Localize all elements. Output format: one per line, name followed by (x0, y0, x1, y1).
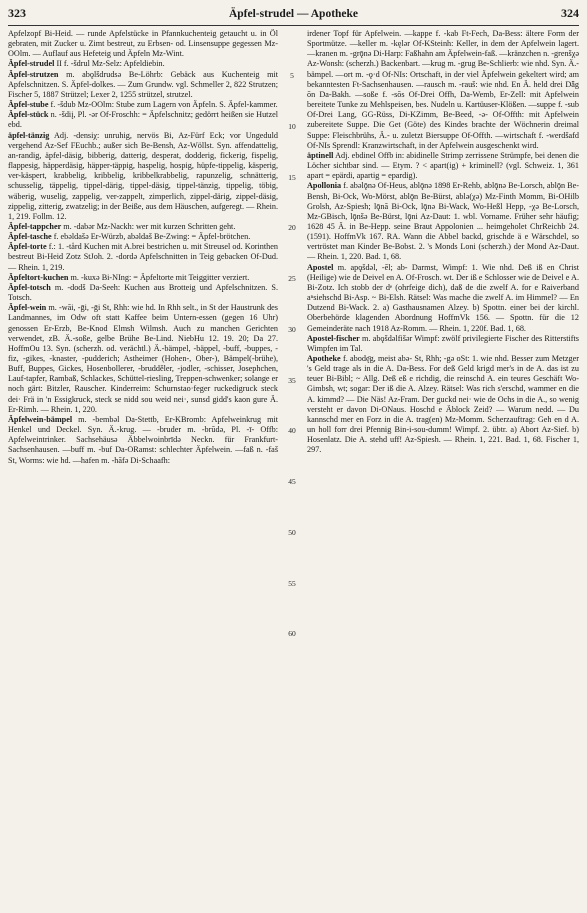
entry-headword: Apostel-fischer (307, 333, 360, 343)
dictionary-entry (8, 232, 278, 242)
dictionary-entry (8, 242, 278, 272)
line-number: 30 (288, 324, 296, 334)
line-number: 35 (288, 375, 296, 385)
page-number-left: 323 (8, 6, 26, 20)
dictionary-entry (8, 110, 278, 130)
entry-headword: Apostel (307, 262, 334, 272)
entry-text: II f. -šdrul Mz-Selz: Apfeldiebin. (54, 59, 165, 69)
line-number: 10 (288, 121, 296, 131)
entry-headword: Apollonia (307, 181, 342, 191)
entry-text: m. abǫlšdrudsǝ Be-Löhrb: Gebäck aus Kuchenteig mit Apfelschnitzen. S. Äpfel-dolkes. — Zum Grundw. vgl. Schmeller 2, 822 Strutzen; Fischer 5, 1887 Strützel; Lexer 2, 1255 strützel, strutzel. (8, 69, 278, 99)
line-number: 40 (288, 426, 296, 436)
entry-headword: Äpfel-tappcher (8, 221, 62, 231)
entry-text: m. -dodš Da-Seeh: Kuchen aus Brotteig und Apfelschnitzen. S. Totsch. (8, 282, 278, 303)
entry-text: m. -bembǝl Da-Stettb, Er-KBromb: Apfelweinkrug mit Henkel und Deckel. Syn. Ä.-krug. — -bruder m. -brūdǝ, Pl. -ī- Offb: Apfelweintrinker. Sachsehäusǝ Äbbelwoinbrīdǝ Neckn. für Frankfurt-Sachsenhausen. —buff m. -buf Da-ORamst: schlechter Äpfelwein. —faß n. -faš St, Worms: wie hd. —hafen m. -hāfǝ Di-Schaafh: (8, 414, 278, 465)
entry-text: f. -šdub Mz-OOlm: Stube zum Lagern von Äpfeln. S. Äpfel-kammer. (48, 100, 278, 110)
line-number: 60 (288, 629, 296, 639)
entry-headword: Äpfel-strudel (8, 59, 55, 69)
line-number: 45 (288, 477, 296, 487)
page-header (8, 6, 579, 24)
header-rule (8, 25, 579, 26)
entry-headword: Äpfel-wein (8, 303, 47, 313)
dictionary-entry (8, 415, 278, 466)
dictionary-entry (8, 273, 278, 283)
line-number: 25 (288, 274, 296, 284)
entry-headword: Äpfelwein-bämpel (8, 414, 73, 424)
entry-headword: Äpfel-totsch (8, 282, 51, 292)
line-number: 50 (288, 527, 296, 537)
entry-text: Apfelzopf Bi-Heid. — runde Apfelstücke in Pfannkuchenteig getaucht u. in Öl gebraten, mit Zucker u. Zimt bestreut, zu Erbsen- od. Linsensuppe gegessen Mz-OOlm. — Auflauf aus Hefeteig und Äpfeln Mz-Wint. (8, 29, 278, 59)
entry-text: f. abǝlǭnǝ Of-Heus, ablǭnǝ 1898 Er-Rehb, ablǭnǝ Be-Lorsch, ablǭn Be-Bensh, Bi-Ock, Wo-Mörst, ablǭn Be-Bürst, ablǝ(χǝ) Mz-Finth Momm, Bi-OHilb Grolsh, Az-Spiesh; lǭnā Bi-Ock, lǭnǝ Bi-Wack, Wo-Heßl Hepp, -χǝ Be-Lorsch, Mz-GBisch, lǭnšǝ Be-Bürst, lǭni Az-Daut: 1. wbl. Vorname. Früher sehr häufig; 1628 45 Ä. in Be-Hepp. seine Braut Appolonien ... heimgeholet ChrReichb 24. (1591). HoffmVk 167. RA. Wann die Abbel backd, grischde ä e Wärschdel, so vertröstet man Kinder Be-Bobst. 2. 's Monds Loni (scherzh.) der Mond Az-Daut. — Rhein. 1, 220. Bad. 1, 68. (307, 181, 579, 262)
dictionary-entry (307, 334, 579, 354)
dictionary-entry (8, 100, 278, 110)
entry-headword: äpfel-tänzig (8, 130, 50, 140)
dictionary-entry (307, 354, 579, 456)
dictionary-entry (8, 29, 278, 59)
dictionary-entry (8, 283, 278, 303)
dictionary-entry (8, 70, 278, 100)
dictionary-entry (8, 131, 278, 222)
entry-text: m. apǫšdǝl, -ēl; ab- Darmst, Wimpf: 1. Wie nhd. Deß iß en Christ (Heilige) wie de Deivel en A. Of-Frosch. wt. Der iß e Schlosser wie de Deivel e A. Bi-Zotz. Ich stobb der dᵉ (ohrfeige dich), daß de die zwelf A. for e Raiverband aⁿsiehschd Bi-Asp. ~ Bi-Elsh. Rätsel: Was mache die zwelf A. im Himmel? — En Dutzend Bi-Wack. 2. a) Gasthausnamen Alzey. b) Spottn. einer bei der kirchl. Oberbehörde klagenden Abordnung HoffmVk 156. — Spottn. für die 12 Gemeinderäte nach 1918 Az-Romm. — Rhein. 1, 220f. Bad. 1, 68. (307, 262, 579, 333)
entry-text: f.: 1. -tård Kuchen mit A.brei bestrichen u. mit Streusel od. Korinthen bestreut Bi-Heid Zotz StJoh. 2. -dordǝ Apfelschnitten in Teig gebacken Of-Dud. — Rhein. 1, 219. (8, 242, 278, 272)
dictionary-entry (8, 59, 278, 69)
entry-text: f. abodę̄g, meist abǝ- St, Rhh; -gǝ oSt: 1. wie nhd. Besser zum Metzger 's Geld trage als in die A. Da-Bess. For deß Geld krigd mer's in de A. das ist zu teuer Bi-Bibl; ~ Allg. Deß eß e richdig, die reinschd A. ein teures Geschäft Wo-Gimbsh, wt; sogar: Der iß die A. Alzey. Rätsel: Was rich s'erschd, wammer en die A. kimmd? — Die Näs! Az-Fram. Der guckd nei· wie de Ochs in die A., so wenig versteht er davon Di-ONaus. Hoschd e Äblock Zeid? — Warum nedd. — Du kannschd mer en Forz in die A. trag(en) Mz-Momm. Scherzauftrag: Geh en d A. un holl forr drei Pfennig Bin-i-sou-dumm! Wimpf. 2. übtr. a) Abort Az-Sief. b) Hosenlatz. Die A. stehd uff! Az-Spiesh. — Rhein. 1, 221. Bad. 1, 68. Fischer 1, 297. (307, 354, 579, 455)
entry-headword: Äpfel-torte (8, 242, 47, 252)
entry-headword: Äpfel-stück (8, 110, 49, 120)
entry-text: f. ebǝldašǝ Er-Würzb, abǝldaš Be-Zwing: = Äpfel-brötchen. (51, 232, 251, 242)
running-title: Äpfel-strudel — Apotheke (228, 8, 359, 20)
dictionary-entry (307, 263, 579, 334)
entry-text: irdener Topf für Apfelwein. —kappe f. -kab Ft-Fech, Da-Bess: ältere Form der Sportmütze. —keller m. -kęlǝr Of-KSteinh: Keller, in dem der Apfelwein lagert. —kranen m. -grǭnǝ Di-Harp: Faßhahn am Äpfelwein-faß. —kränzchen n. -grenšχǝ Az-Wonsh: (scherzh.) Backenbart. —krug m. -grug Be-Schlierb: wie nhd. Syn. Ä.-bämpel. —ort m. -ǫ·d Of-NIs: Ortschaft, in der viel Äpfelwein gekeltert wird; am bekanntesten Ft-Sachsenhausen. —rausch m. -rauš: wie nhd. En Ä. held drei Dǟg ōn Da-Bakh. —soße f. -sōs Of-Drei Offh, Da-Wemb, Er-Zell: mit Apfelwein bereitete Tunke zu Mehlspeisen, bes. Nudeln u. Kartüuser-Klößen. —suppe f. -sub Of-Drei Lang, GG-Rüss, Di-KZimm, Be-Beed, -ǝ- Of-Offth: mit Apfelwein zubereitete Suppe. Die Get (Göte) des Kindes brachte der Wöchnerin dreimal Suppe: Fleischbrühs, Ä.- u. zuletzt Biersuppe Of-Offth. —wirtschaft f. -werdšafd Of-NIs Sprendl: Kranzwirtschaft, in der Apfelwein ausgeschenkt wird. (307, 29, 579, 150)
dictionary-entry (8, 303, 278, 415)
entry-text: m. -dabǝr Mz-Nackh: wer mit kurzen Schritten geht. (61, 221, 236, 231)
entry-text: Adj. ebdinel Offb in: abidinelle Strimp zerrissene Strümpfe, bei denen die Löcher sichtbar sind. — Etym. ? < apart(ig) + kriminell? (vgl. Schweiz. 1, 361 apart = epärdi, apartig = epardig). (307, 150, 579, 181)
line-number: 20 (288, 223, 296, 233)
entry-text: m. -kuxǝ Bi-NIng: = Äpfeltorte mit Teiggitter verziert. (68, 272, 250, 282)
entry-text: Adj. -densiχ: unruhig, nervös Bi, Az-Fürf Eck; vor Ungeduld vergehend Az-Sef FEuchb.; außer sich Be-Bensh, Az-Wöllst. Syn. affendattelig, an-randig, äpfel-däsig, bibberig, datterig, desperat, dodderig, fickerig, fispelig, flappesig, häpperdäsig, häpper-täppig, haspelig, hospig, hüpfe-tippelig, käsperig, ver-käspert, krabbelig, kribbelig, kribbelkrabbelig, rapunzelig, schnätterig, schusselig, täppelig, tippel-därig, tippel-däsig, tippel-tänzig, tippelig, töbig, wäberig, wuselig, zappelig, ver-zappelt, zimperlich, zippel-därig, zippel-däsig, zippelig, zitterig, zwatzelig; in der Beiße, aus dem Häuschen, aufgeregt. — Rhein. 1, 219. Follm. 12. (8, 130, 278, 221)
page-number-right: 324 (561, 6, 579, 20)
dictionary-entry (8, 222, 278, 232)
entry-headword: Äpfeltort-kuchen (8, 272, 69, 282)
dictionary-entry (307, 181, 579, 262)
entry-text: n. -šdiį, Pl. -ǝr Of-Froschh: = Äpfelschnitz; gedörrt heißen sie Hutzel ebd. (8, 110, 278, 130)
right-column (307, 29, 579, 905)
entry-text: m. -wāi, -ḡi, -ḡi St, Rhh: wie hd. In Rhh selt., in St der Haustrunk des Landmannes, im Odw oft statt Kaffee beim Untern-essen (gegen 16 Uhr) genossen Er-Erzb, Be-Knod Elmsh Wilmsh. Auch zu manchen Gerichten verwendet, zB. Ä.-soße, gelbe Brühe Be-Lind. NiebHu 12. 19. 20; Da 27. HoffmOu 13. Syn. (scherzh. od. verächtl.) Ä.-bämpel, -bäppel, -buff, -buppes, -fiz, -gikes, -knaster, -pudderich; Astheimer (Hohen-, Ober-), Bämpel(-brühe), Buff, Buppes, Gickes, Hosenbollerer, -brudděler, -jodler, -schisser, Josephchen, Lauf-tapfer, Rambaß, Schlackes, Schüttel-riesling, Treppen-schwenker; solange er noch gärt: Bitzler, Rauscher. Kinderreim: Schurnstao·feger ruckedigruck steck dei· Frä in 'n Essigkruck, steck se nidd sou weid nei·, sunsd gidd's kaon gure Ä. Er-Rimh. — Rhein. 1, 220. (8, 303, 278, 414)
entry-headword: äptinell (307, 150, 334, 160)
line-number-gutter (283, 29, 301, 905)
line-number: 15 (288, 172, 296, 182)
line-number: 5 (290, 71, 294, 81)
dictionary-entry (307, 29, 579, 151)
entry-text: m. abǫšdǝlfišǝr Wimpf: zwölf privilegierte Fischer des Ritterstifts Wimpfen im Tal. (307, 333, 579, 353)
line-number: 55 (288, 578, 296, 588)
entry-headword: Äpfel-stube (8, 100, 49, 110)
dictionary-entry (307, 151, 579, 181)
entry-headword: Äpfel-tasche (8, 232, 52, 242)
entry-headword: Apotheke (307, 354, 341, 363)
entry-headword: Äpfel-strutzen (8, 69, 59, 79)
left-column (8, 29, 278, 905)
